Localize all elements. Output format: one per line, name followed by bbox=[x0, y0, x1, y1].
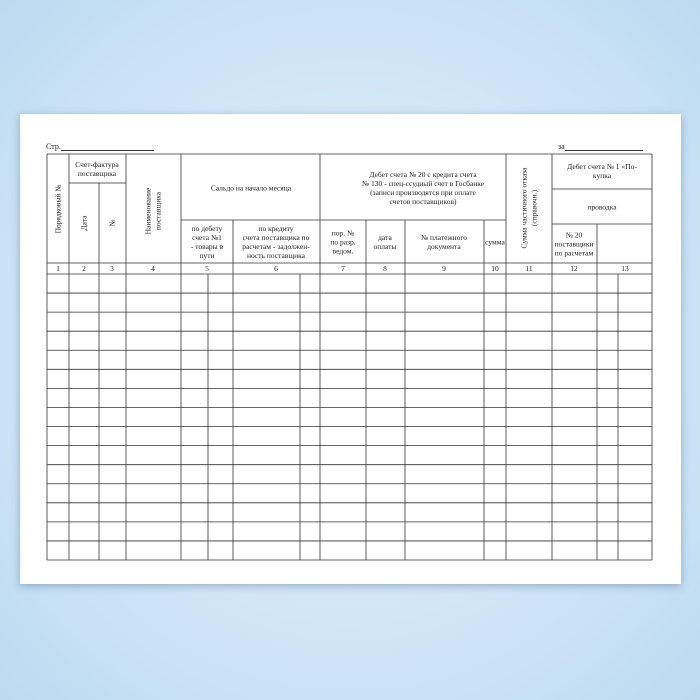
column-number bbox=[274, 264, 278, 273]
header-pay-date bbox=[374, 233, 397, 251]
header-debit-20-line: счетов поставщиков) bbox=[389, 197, 457, 207]
header-saldo-debit-line: - товары в bbox=[190, 242, 224, 252]
header-saldo-debit-line: счета №1 bbox=[192, 233, 222, 243]
column-number-line: 3 bbox=[110, 264, 114, 274]
header-pay-date-line: оплаты bbox=[373, 242, 397, 252]
header-saldo-debit bbox=[191, 224, 224, 260]
header-partial-refusal bbox=[520, 167, 539, 249]
header-partial-refusal-line: (справочн.) bbox=[529, 189, 539, 227]
header-debit-1 bbox=[567, 162, 637, 180]
column-number bbox=[621, 264, 629, 273]
header-no-20-line: № 20 bbox=[565, 230, 583, 240]
header-saldo-credit-line: ность поставщика bbox=[246, 251, 306, 261]
header-supplier-name-line: поставщика bbox=[153, 191, 163, 231]
header-supplier-name-line: Наименование bbox=[143, 187, 153, 235]
header-pay-doc-line: документа bbox=[427, 242, 461, 252]
header-no-20-line: поставщики bbox=[554, 239, 594, 249]
column-number-line: 9 bbox=[442, 264, 446, 274]
header-debit-1-line: купка bbox=[592, 171, 612, 181]
header-pay-doc-line: № платежного bbox=[420, 233, 468, 243]
column-number bbox=[442, 264, 446, 273]
header-invoice-line: поставщика bbox=[77, 169, 117, 179]
page-label: Стр. bbox=[46, 142, 61, 151]
header-invoice bbox=[75, 160, 119, 178]
header-number-line: № bbox=[107, 219, 117, 227]
header-no-20 bbox=[555, 231, 594, 258]
column-number-line: 4 bbox=[151, 264, 155, 274]
header-saldo-line: Сальдо на начало месяца bbox=[210, 183, 292, 193]
header-no-20-line: по расчетам bbox=[554, 248, 594, 258]
column-number bbox=[110, 264, 114, 273]
column-number bbox=[341, 264, 345, 273]
column-number-line: 6 bbox=[274, 264, 278, 274]
column-number bbox=[82, 264, 86, 273]
header-sum-line: сумма bbox=[485, 237, 505, 247]
header-number bbox=[108, 219, 117, 226]
header-debit-20-line: Дебет счета № 20 с кредита счета bbox=[369, 170, 477, 180]
header-debit-1-line: Дебет счета № 1 «По- bbox=[567, 162, 637, 172]
header-order-no bbox=[54, 185, 63, 234]
header-saldo-credit-line: по кредиту bbox=[258, 224, 294, 234]
column-number-line: 5 bbox=[205, 264, 209, 274]
period-label: за bbox=[558, 142, 565, 151]
column-number-line: 7 bbox=[341, 264, 345, 274]
header-provodka bbox=[587, 203, 617, 212]
column-number bbox=[56, 264, 60, 273]
header-sum bbox=[485, 238, 505, 247]
column-number bbox=[491, 264, 499, 273]
header-saldo-credit-line: счета поставщика по bbox=[242, 233, 310, 243]
column-number bbox=[525, 264, 532, 273]
column-number-line: 1 bbox=[56, 264, 60, 274]
header-por-no-line: по разр. bbox=[330, 237, 356, 247]
header-invoice-line: Счет-фактура bbox=[75, 160, 119, 170]
header-supplier-name bbox=[144, 187, 163, 234]
header-order-no-line: Порядковый № bbox=[53, 184, 63, 234]
header-date bbox=[80, 215, 89, 231]
header-provodka-line: проводка bbox=[587, 202, 617, 212]
column-number bbox=[151, 264, 155, 273]
column-number-line: 2 bbox=[82, 264, 86, 274]
header-partial-refusal-line: Сумма частичного отказа bbox=[519, 167, 529, 249]
column-number-line: 10 bbox=[491, 264, 499, 274]
header-pay-date-line: дата bbox=[378, 233, 392, 243]
column-number-line: 13 bbox=[621, 264, 629, 274]
header-saldo-credit bbox=[242, 224, 310, 260]
header-por-no-line: пор. № bbox=[331, 228, 355, 238]
header-saldo-debit-line: по дебету bbox=[191, 224, 223, 234]
column-number bbox=[383, 264, 387, 273]
ledger-sheet bbox=[20, 114, 681, 584]
header-pay-doc bbox=[421, 233, 467, 251]
header-debit-20-line: (записи производятся при оплате bbox=[370, 188, 476, 198]
header-debit-20 bbox=[362, 170, 485, 206]
column-number-line: 11 bbox=[525, 264, 533, 274]
header-debit-20-line: № 130 - спец-ссудный счет в Госбанке bbox=[361, 179, 485, 189]
header-por-no bbox=[330, 229, 355, 256]
column-number bbox=[570, 264, 578, 273]
header-saldo bbox=[211, 184, 292, 193]
header-por-no-line: ведом. bbox=[332, 246, 354, 256]
header-saldo-credit-line: расчетам - задолжен- bbox=[242, 242, 310, 252]
column-number-line: 12 bbox=[570, 264, 578, 274]
header-date-line: Дата bbox=[79, 215, 89, 231]
column-number bbox=[205, 264, 209, 273]
header-saldo-debit-line: пути bbox=[199, 251, 215, 261]
column-number-line: 8 bbox=[383, 264, 387, 274]
ledger-table bbox=[20, 114, 681, 584]
